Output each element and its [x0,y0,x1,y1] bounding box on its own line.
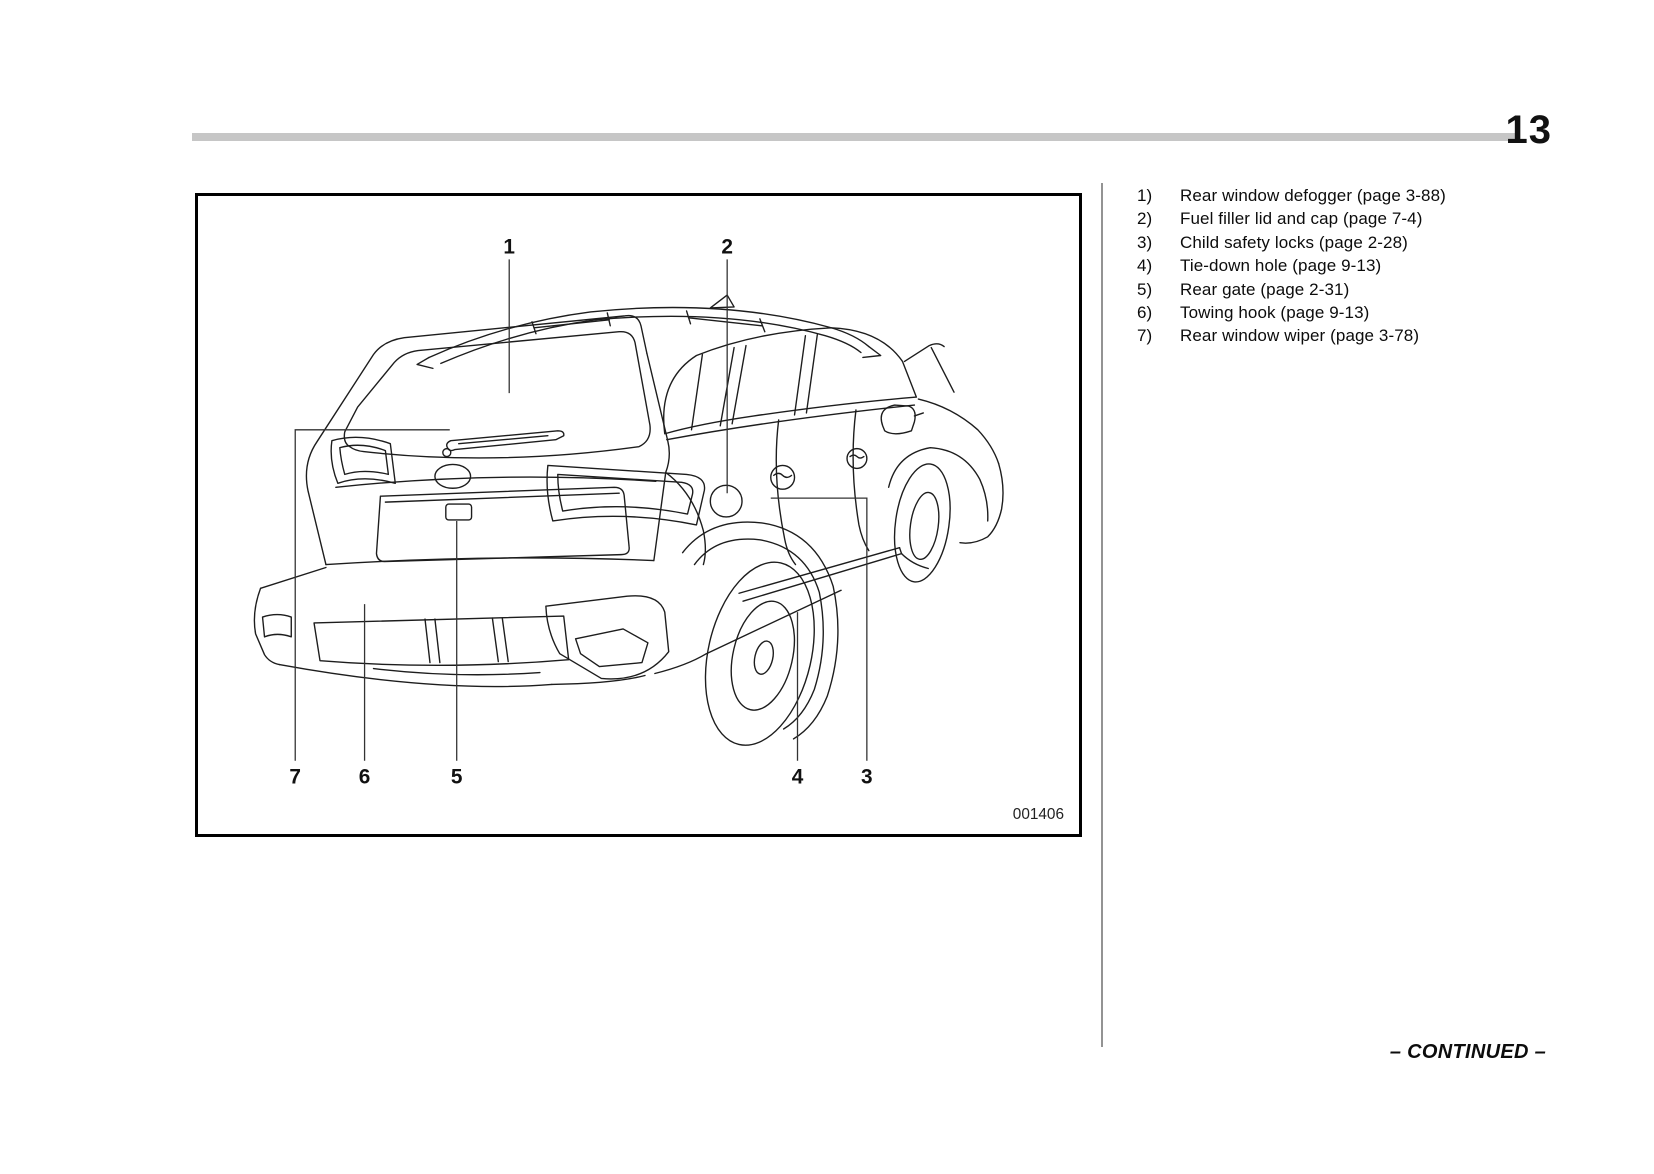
legend-item-label: Rear gate (page 2-31) [1180,279,1350,299]
callout-label-1: 1 [503,235,516,259]
legend-item [1137,301,1446,324]
legend-item-label: Rear window defogger (page 3-88) [1180,186,1446,205]
header-rule [192,133,1517,141]
callout-label-2: 2 [721,235,733,259]
callout-label-4: 4 [791,765,804,789]
figure-code: 001406 [1012,806,1064,824]
legend-item-label: Tie-down hole (page 9-13) [1180,256,1382,276]
legend-item-label: Child safety locks (page 2-28) [1180,232,1408,252]
legend-item [1137,184,1446,207]
legend-item [1137,231,1446,254]
callout-leader-lines [295,259,867,760]
legend-item [1137,207,1446,230]
legend-item-number: 7) [1137,326,1153,346]
page-number: 13 [1505,108,1552,152]
callout-label-5: 5 [450,765,463,789]
legend-item [1137,254,1446,277]
legend-list [1137,184,1446,348]
legend-item-label: Rear window wiper (page 3-78) [1180,326,1420,346]
vehicle-rear-illustration [198,196,1079,834]
legend-item-number: 4) [1137,256,1153,276]
legend-item-number: 2) [1137,209,1153,229]
callout-label-6: 6 [358,765,371,789]
legend-item-number: 3) [1137,232,1153,252]
legend-item-number: 6) [1137,303,1153,323]
legend-item-label: Fuel filler lid and cap (page 7-4) [1180,209,1423,229]
column-divider [1101,183,1103,1047]
legend-item [1137,324,1446,347]
vehicle-diagram-box [195,193,1082,837]
legend-item-label: Towing hook (page 9-13) [1180,303,1370,323]
legend-item-number: 5) [1137,279,1153,299]
callout-label-3: 3 [861,765,873,789]
callout-label-7: 7 [289,765,302,789]
car-line-art [254,295,1003,756]
legend-item [1137,278,1446,301]
continued-label: – CONTINUED – [1389,1041,1546,1063]
legend-item-number: 1) [1137,186,1153,205]
